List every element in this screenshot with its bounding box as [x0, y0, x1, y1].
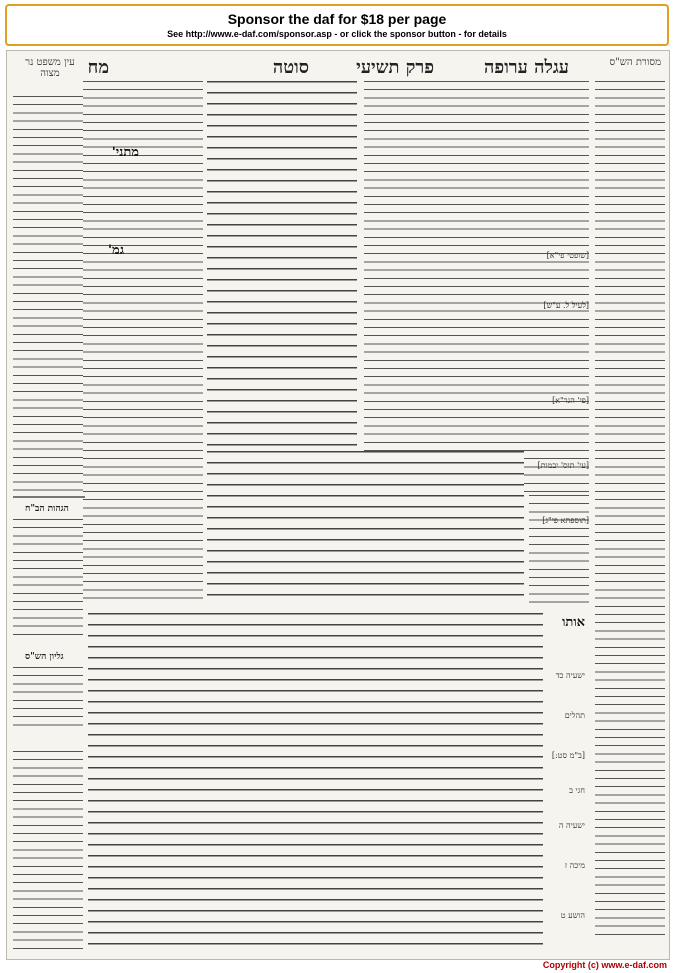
tosafot-column-lower	[529, 495, 589, 605]
margin-note: [שופטי פי"א]	[546, 251, 589, 260]
gemara-main-lower	[88, 613, 543, 953]
margin-note: [עי' תוס' יבמות]	[537, 461, 589, 470]
margin-note: [תוספתא פי"ג]	[542, 516, 589, 525]
header-title-right: עגלה ערופה	[484, 57, 569, 78]
margin-note: הושע ט	[560, 911, 585, 920]
glosses-title: הגהות הב"ח	[25, 504, 69, 514]
margin-note: חגי ב	[569, 786, 585, 795]
margin-note: [לעיל ל. ע"ש]	[543, 301, 589, 310]
masoret-label: מסורת הש"ס	[609, 57, 661, 68]
header-tractate: סוטה	[272, 57, 309, 78]
ein-mishpat-column	[13, 96, 83, 491]
glosses-column	[13, 519, 83, 639]
sponsor-title[interactable]: Sponsor the daf for $18 per page	[227, 11, 447, 27]
talmud-page	[6, 50, 670, 960]
bottom-opening-word: אותו	[562, 615, 585, 627]
mishnah-marker	[89, 141, 139, 157]
gemara-main-upper	[207, 81, 357, 451]
sponsor-banner[interactable]	[5, 4, 669, 46]
margin-note: [פי' הגר"א]	[552, 396, 589, 405]
margin-note: [ב"מ סט:]	[551, 751, 585, 760]
gemara-marker	[89, 239, 124, 255]
gilyon-title: גליון הש"ס	[25, 652, 64, 662]
gemara-label: גמ'	[108, 243, 124, 255]
margin-note: מיכה ז	[564, 861, 585, 870]
rashi-column	[83, 81, 203, 601]
margin-note: תהלים	[564, 711, 585, 720]
copyright-text[interactable]: Copyright (c) www.e-daf.com	[542, 960, 667, 970]
left-notes-lower	[13, 751, 83, 951]
header-chapter: פרק תשיעי	[356, 57, 434, 78]
mishnah-label: מתני'	[111, 145, 139, 157]
masoret-column	[595, 81, 665, 941]
tosafot-column	[364, 81, 589, 495]
sponsor-subtitle[interactable]: See http://www.e-daf.com/sponsor.asp - or click the sponsor button - for details	[167, 29, 507, 39]
margin-note: ישעיה ה	[558, 821, 585, 830]
margin-note: ישעיה כד	[555, 671, 585, 680]
gilyon-column	[13, 667, 83, 727]
header-folio: מח	[87, 57, 109, 78]
ein-mishpat-label: עין משפט נר מצוה	[25, 57, 75, 79]
gemara-main-middle	[207, 451, 524, 603]
